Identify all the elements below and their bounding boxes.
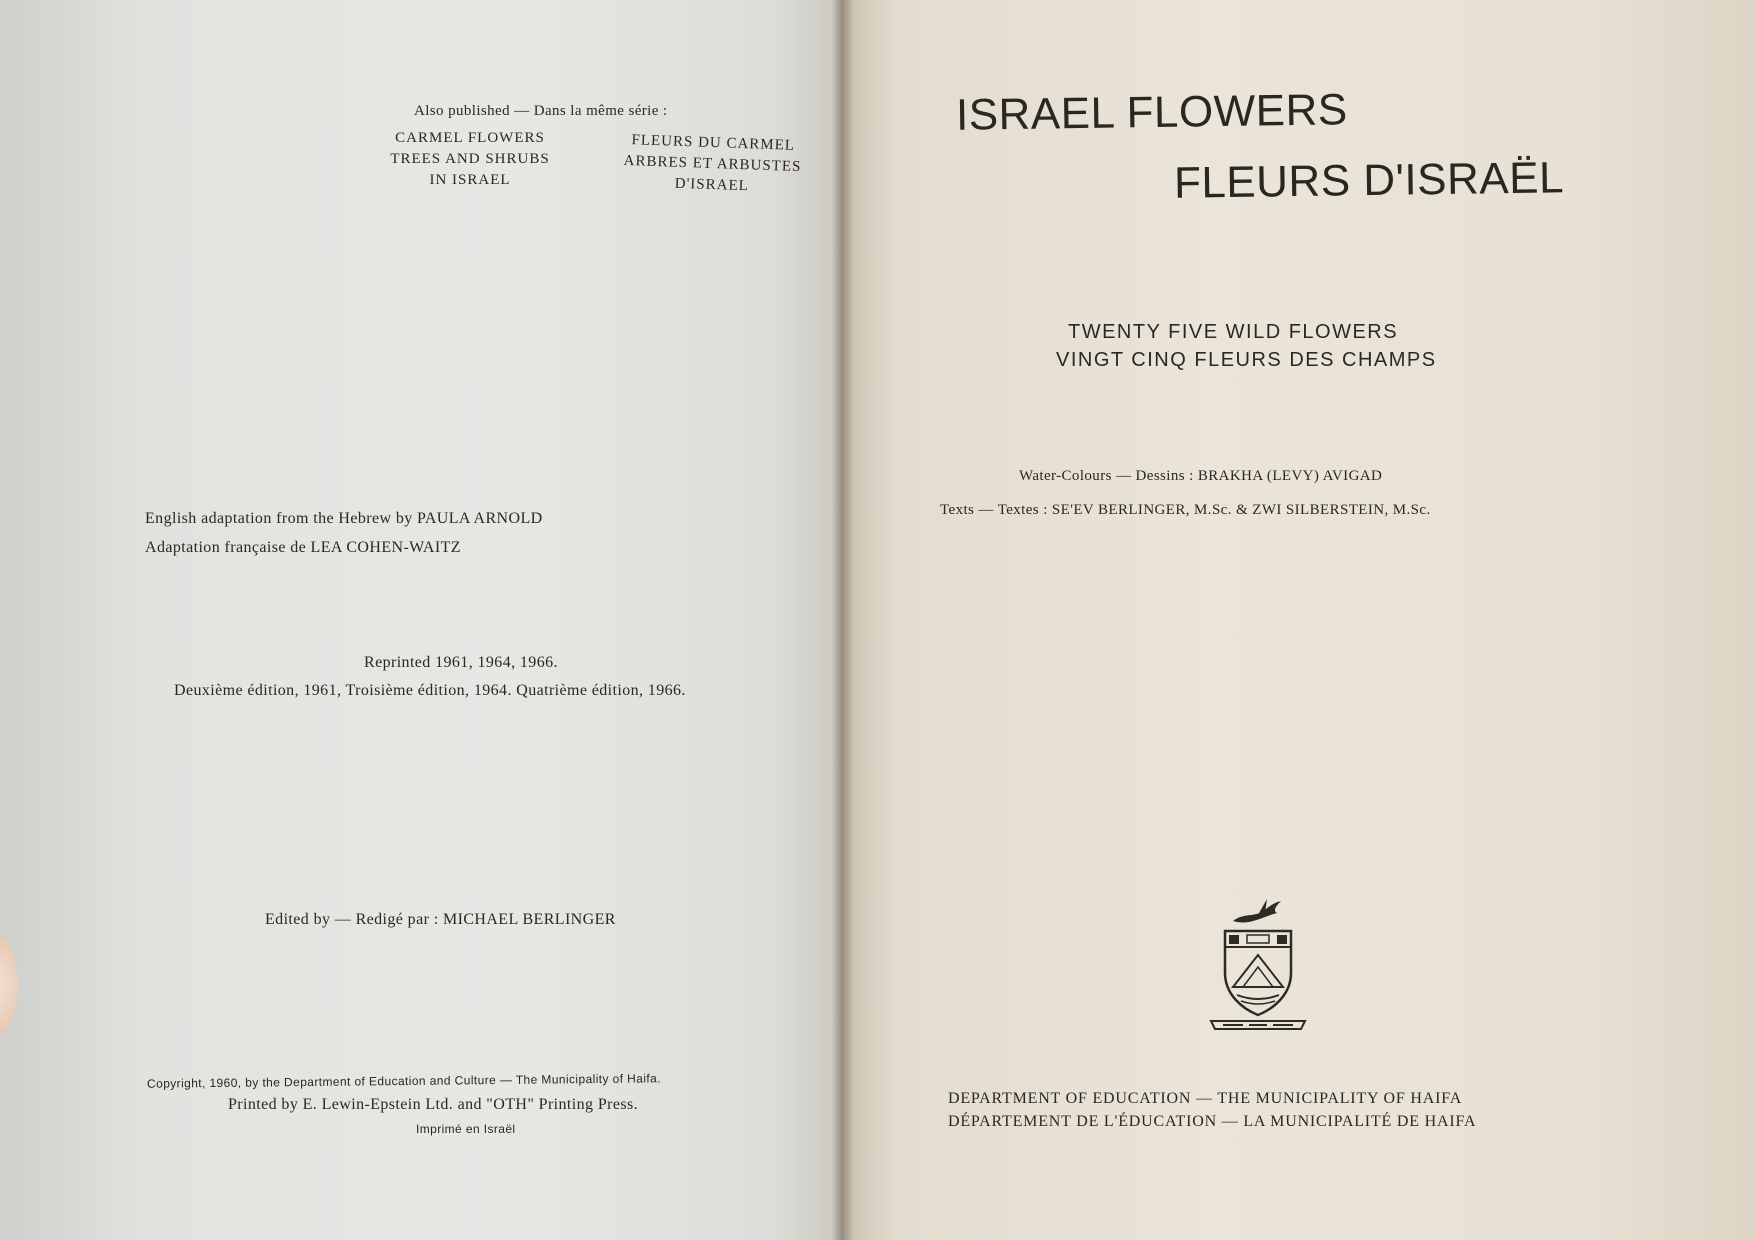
illustrator-line: Water-Colours — Dessins : BRAKHA (LEVY) AVIGAD xyxy=(1019,468,1383,484)
editions-line: Deuxième édition, 1961, Troisième édition, 1964. Quatrième édition, 1966. xyxy=(174,682,686,699)
series-item: FLEURS DU CARMEL xyxy=(631,132,796,154)
adaptation-english: English adaptation from the Hebrew by PAULA ARNOLD xyxy=(145,510,543,527)
title-english: ISRAEL FLOWERS xyxy=(955,85,1349,140)
thumb xyxy=(0,930,18,1040)
authors-line: Texts — Textes : SE'EV BERLINGER, M.Sc. & ZWI SILBERSTEIN, M.Sc. xyxy=(940,502,1431,518)
title-french: FLEURS D'ISRAËL xyxy=(1173,153,1565,208)
haifa-coat-of-arms-emblem xyxy=(1203,895,1313,1035)
subtitle-english: TWENTY FIVE WILD FLOWERS xyxy=(1068,321,1399,343)
department-english: DEPARTMENT OF EDUCATION — THE MUNICIPALITY OF HAIFA xyxy=(948,1090,1463,1107)
copyright-line: Copyright, 1960, by the Department of Education and Culture — The Municipality of Haifa. xyxy=(146,1071,661,1091)
book-gutter xyxy=(832,0,854,1240)
series-item: CARMEL FLOWERS xyxy=(395,130,545,146)
edited-by-line: Edited by — Redigé par : MICHAEL BERLINGER xyxy=(265,911,616,928)
left-page xyxy=(0,0,842,1240)
series-list-french xyxy=(604,129,821,199)
series-item: D'ISRAEL xyxy=(674,175,750,195)
printer-line: Printed by E. Lewin-Epstein Ltd. and "OTH" Printing Press. xyxy=(228,1096,638,1113)
subtitle-french: VINGT CINQ FLEURS DES CHAMPS xyxy=(1056,349,1437,371)
reprint-line: Reprinted 1961, 1964, 1966. xyxy=(364,654,558,671)
adaptation-french: Adaptation française de LEA COHEN-WAITZ xyxy=(145,539,461,556)
department-french: DÉPARTEMENT DE L'ÉDUCATION — LA MUNICIPALITÉ DE HAIFA xyxy=(948,1113,1477,1130)
series-item: ARBRES ET ARBUSTES xyxy=(623,152,802,176)
also-published-heading: Also published — Dans la même série : xyxy=(414,103,668,119)
series-list-english xyxy=(360,128,580,191)
series-item: IN ISRAEL xyxy=(429,172,511,188)
printed-in-line: Imprimé en Israël xyxy=(416,1122,516,1136)
series-item: TREES AND SHRUBS xyxy=(390,151,550,167)
